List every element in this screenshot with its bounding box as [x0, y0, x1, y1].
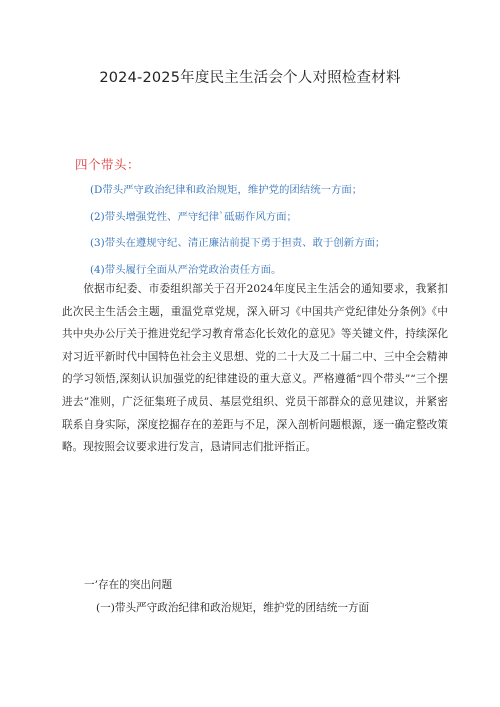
page-title: 2024-2025年度民主生活会个人对照检查材料 — [99, 70, 401, 86]
list-item: (D带头严守政治纪律和政治规矩，维护党的团结统一方面； — [90, 184, 363, 196]
list-item: (3)带头在遵规守纪、清正廉洁前提下勇于担责、敢于创新方面； — [90, 237, 386, 249]
outline-heading-level1: 一’存在的突出问题 — [84, 579, 173, 591]
requirement-list — [90, 184, 470, 290]
list-item: (4)带头履行全面从严治党政治责任方面。 — [90, 263, 282, 276]
section-heading: 四个带头： — [75, 157, 141, 172]
intro-paragraph: 依据市纪委、市委组织部关于召开2024年度民主生活会的通知要求，我紧扣此次民主生活会主题，重温党章党规，深入研习《中国共产党纪律处分条例》《中共中央办公厅关于推进党纪学习教育常态化长效化的意见》等关键文件，持续深化对习近平新时代中国特色社会主义思想、党的二十大及二十届二中、三中全会精神的学习领悟,深刻认识加强党的纪律建设的重大意义。严格遵循“四个带头”“三个摆进去”准则，广泛征集班子成员、基层党组织、党员干部群众的意见建议，并紧密联系自身实际，深度挖掘存在的差距与不足，深入剖析问题根源，逐一确定整改策略。现按照会议要求进行发言，恳请同志们批评指正。 — [62, 283, 448, 454]
list-item: (2)带头增强党性、严守纪律`砥砺作风方面； — [90, 210, 297, 223]
outline-heading-level2: (一)带头严守政治纪律和政治规矩，维护党的团结统一方面 — [96, 602, 370, 614]
